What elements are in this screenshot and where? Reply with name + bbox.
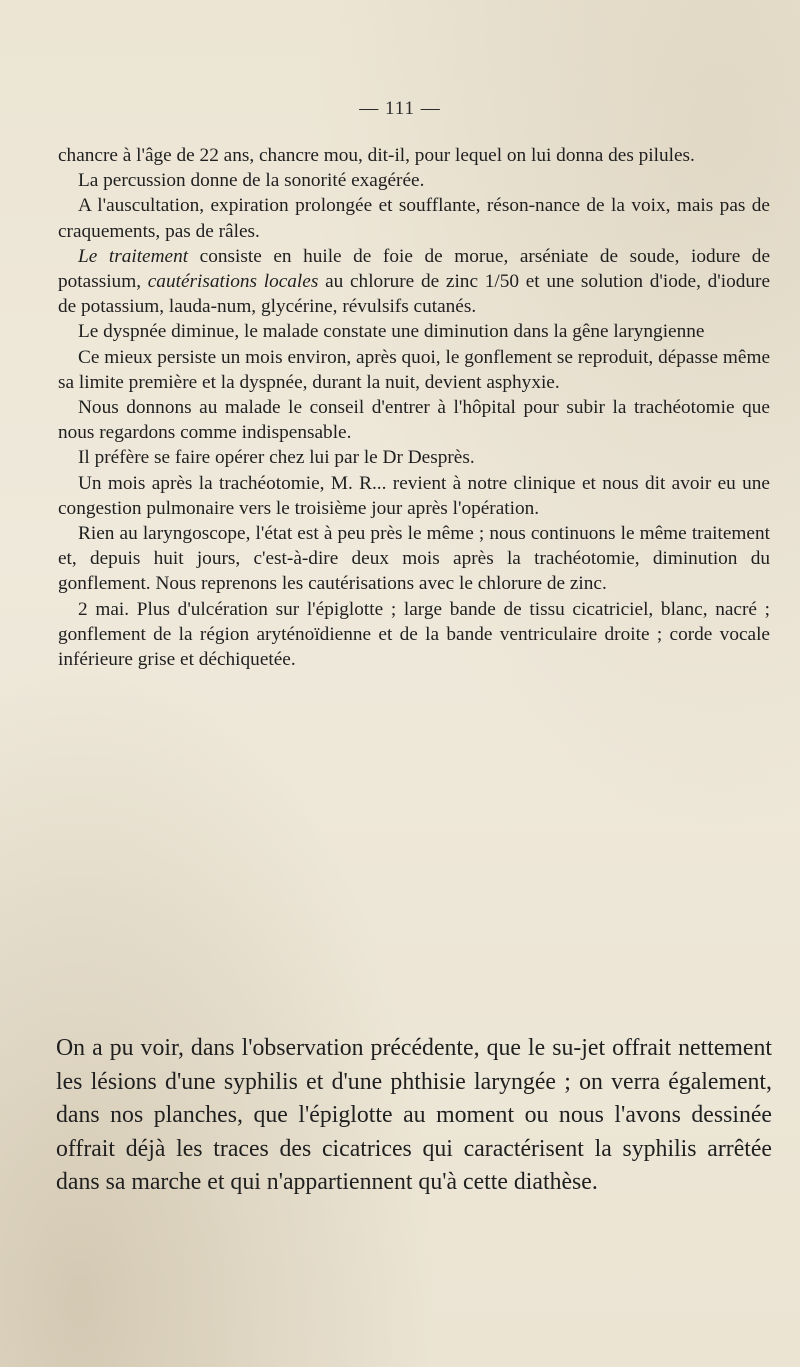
paragraph: A l'auscultation, expiration prolongée et soufflante, réson-nance de la voix, mais pas de craquements, pas de râles.	[58, 195, 770, 242]
paragraph: Ce mieux persiste un mois environ, après quoi, le gonflement se reproduit, dépasse même sa limite première et la dyspnée, durant la nuit, devient asphyxie.	[58, 346, 770, 393]
page-number: — 111 —	[359, 98, 441, 119]
treatment-label: Le traitement	[78, 245, 189, 267]
paragraph: 2 mai. Plus d'ulcération sur l'épiglotte ; large bande de tissu cicatriciel, blanc, nacré ; gonflement de la région aryténoïdienne et de la bande ventriculaire droite ; corde vocale inférieure grise et déchiquetée.	[58, 598, 770, 671]
conclusion-text	[56, 1032, 772, 1200]
paragraph: Un mois après la trachéotomie, M. R... revient à notre clinique et nous dit avoir eu une congestion pulmonaire vers le troisième jour après l'opération.	[58, 472, 770, 519]
conclusion-paragraph: On a pu voir, dans l'observation précédente, que le su-jet offrait nettement les lésions d'une syphilis et d'une phthisie laryngée ; on verra également, dans nos planches, que l'épiglotte au moment ou nous l'avons dessinée offrait déjà les traces des cicatrices qui caractérisent la syphilis arrêtée dans sa marche et qui n'appartiennent qu'à cette diathèse.	[56, 1035, 772, 1195]
treatment-paragraph	[58, 244, 770, 320]
paragraph: chancre à l'âge de 22 ans, chancre mou, dit-il, pour lequel on lui donna des pilules.	[58, 145, 695, 166]
paragraph: Il préfère se faire opérer chez lui par le Dr Desprès.	[78, 447, 475, 469]
paragraph: La percussion donne de la sonorité exagérée.	[78, 170, 425, 192]
treatment-text-2: au chlorure de zinc 1/50 et une solution d'iode, d'iodure de potassium, lauda-num, glycérine, révulsifs cutanés.	[58, 271, 771, 318]
paragraph: Rien au laryngoscope, l'état est à peu près le même ; nous continuons le même traitement et, depuis huit jours, c'est-à-dire deux mois après la trachéotomie, diminution du gonflement. Nous reprenons les cautérisations avec le chlorure de zinc.	[58, 523, 770, 595]
treatment-italic: cautérisations locales	[147, 271, 319, 293]
paragraph: Nous donnons au malade le conseil d'entrer à l'hôpital pour subir la trachéotomie que nous regardons comme indispensable.	[58, 397, 770, 444]
paragraph: Le dyspnée diminue, le malade constate une diminution dans la gêne laryngienne	[78, 321, 705, 343]
observation-text	[58, 143, 770, 672]
treatment-text-1: consiste en huile de foie de morue, arséniate de soude, iodure de potassium,	[58, 245, 770, 293]
